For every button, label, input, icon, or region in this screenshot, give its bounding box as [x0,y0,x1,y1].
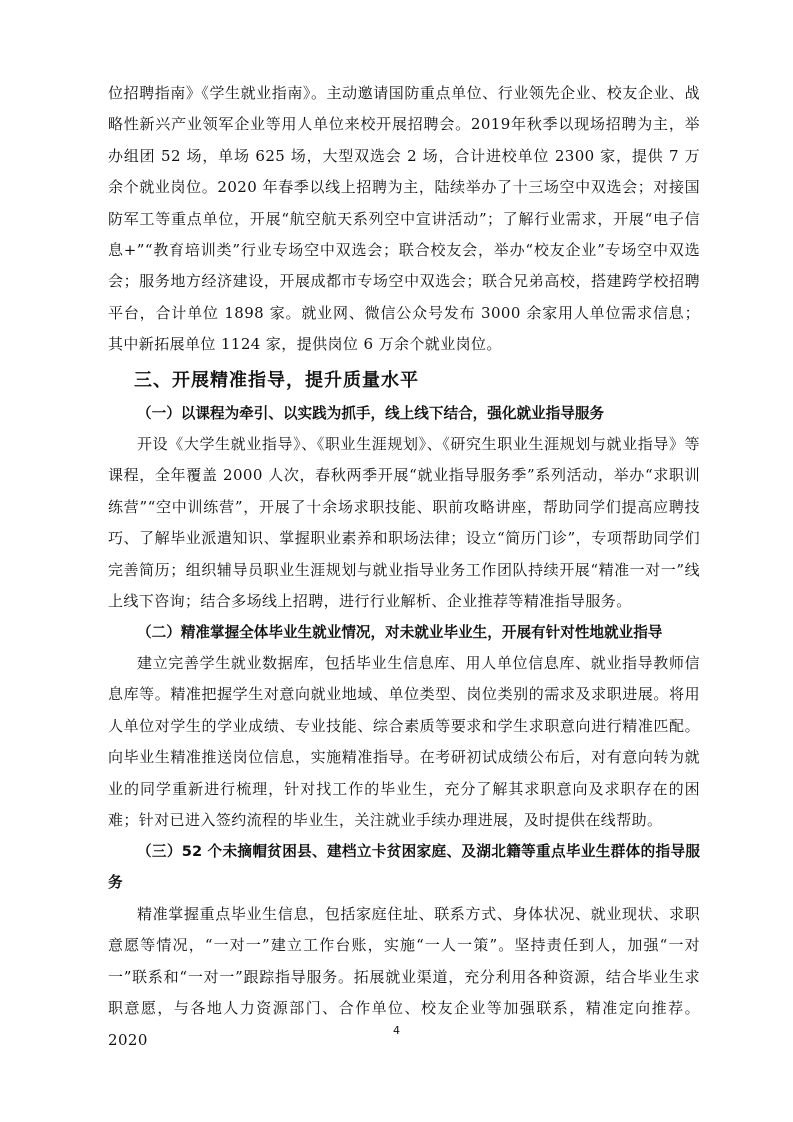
paragraph-recruitment-summary: 位招聘指南》《学生就业指南》。主动邀请国防重点单位、行业领先企业、校友企业、战略性新兴产业领军企业等用人单位来校开展招聘会。2019年秋季以现场招聘为主，举办组团 52 场，单场 625 场，大型双选会 2 场，合计进校单位 2300 家，提供 7 万余个就业岗位。2020 年春季以线上招聘为主，陆续举办了十三场空中双选会；对接国防军工等重点单位，开展“航空航天系列空中宣讲活动”；了解行业需求，开展“电子信息+”“教育培训类”行业专场空中双选会；联合校友会，举办“校友企业”专场空中双选会；服务地方经济建设，开展成都市专场空中双选会；联合兄弟高校，搭建跨学校招聘平台，合计单位 1898 家。就业网、微信公众号发布 3000 余家用人单位需求信息；其中新拓展单位 1124 家，提供岗位 6 万余个就业岗位。 [108,84,700,354]
paragraph-employment-database: 建立完善学生就业数据库，包括毕业生信息库、用人单位信息库、就业指导教师信息库等。精准把握学生对意向就业地域、单位类型、岗位类别的需求及求职进展。将用人单位对学生的学业成绩、专业技能、综合素质等要求和学生求职意向进行精准匹配。向毕业生精准推送岗位信息，实施精准指导。在考研初试成绩公布后，对有意向转为就业的同学重新进行梳理，针对找工作的毕业生，充分了解其求职意向及求职存在的困难；针对已进入签约流程的毕业生，关注就业手续办理进展，及时提供在线帮助。 [108,654,700,830]
subsection-heading-1: （一）以课程为牵引、以实践为抓手，线上线下结合，强化就业指导服务 [137,405,605,422]
page-number: 4 [393,1024,400,1037]
subsection-heading-2: （二）精准掌握全体毕业生就业情况，对未就业毕业生，开展有针对性地就业指导 [137,624,663,641]
paragraph-key-groups: 精准掌握重点毕业生信息，包括家庭住址、联系方式、身体状况、就业现状、求职意愿等情况，“一对一”建立工作台账，实施“一人一策”。坚持责任到人，加强“一对一”联系和“一对一”跟踪指导服务。拓展就业渠道，充分利用各种资源，结合毕业生求职意愿，与各地人力资源部门、合作单位、校友企业等加强联系，精准定向推荐。2020 [108,905,700,1049]
paragraph-course-guidance: 开设《大学生就业指导》、《职业生涯规划》、《研究生职业生涯规划与就业指导》等课程，全年覆盖 2000 人次，春秋两季开展“就业指导服务季”系列活动，举办“求职训练营”“空中训练营”，开展了十余场求职技能、职前攻略讲座，帮助同学们提高应聘技巧、了解毕业派遣知识、掌握职业素养和职场法律；设立“简历门诊”，专项帮助同学们完善简历；组织辅导员职业生涯规划与就业指导业务工作团队持续开展“精准一对一”线上线下咨询；结合多场线上招聘，进行行业解析、企业推荐等精准指导服务。 [108,435,700,611]
subsection-heading-3: （三）52 个未摘帽贫困县、建档立卡贫困家庭、及湖北籍等重点毕业生群体的指导服务 [108,843,700,892]
section-heading: 三、开展精准指导，提升质量水平 [134,370,419,391]
